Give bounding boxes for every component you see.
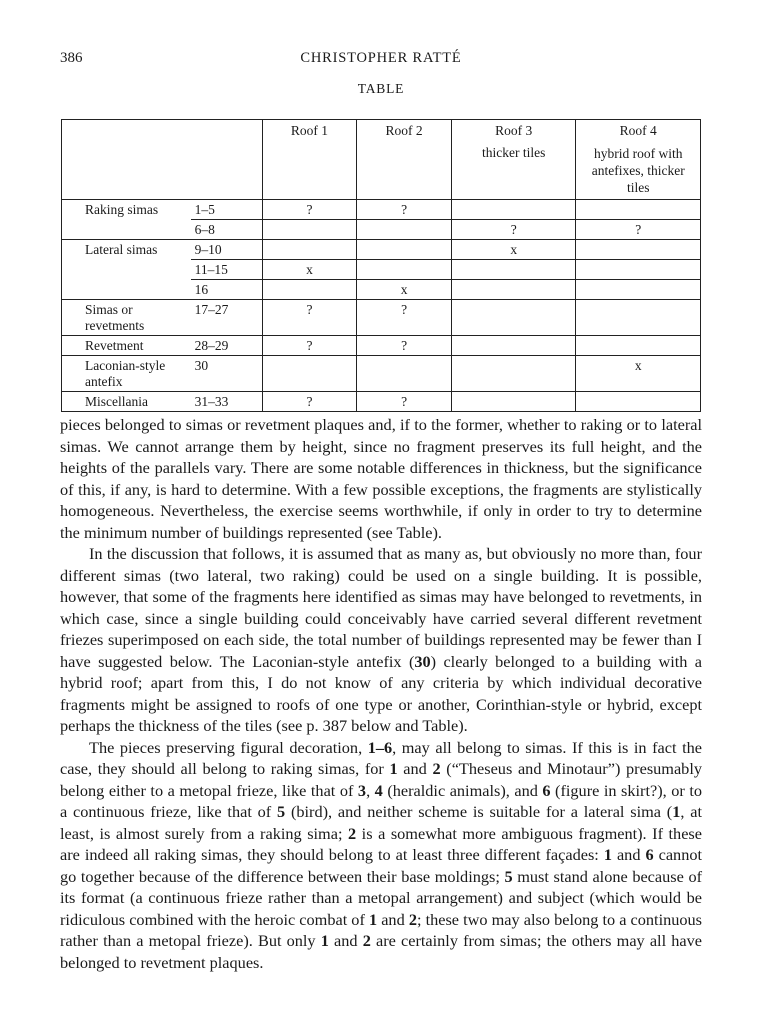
catalogue-ref: 1 (672, 802, 681, 821)
header-blank-num (191, 120, 263, 200)
roof-1-label: Roof 1 (290, 123, 329, 138)
roof-4-label: Roof 4 (619, 123, 657, 138)
catalogue-ref: 1–6 (367, 737, 393, 757)
roof-3-cell (451, 356, 576, 392)
catalogue-ref: 2 (408, 909, 417, 929)
catalogue-numbers: 9–10 (191, 240, 263, 260)
paragraph-1: pieces belonged to simas or revetment plaques and, if to the former, whether to raking or to lateral simas. We cannot arrange them by height, since no fragment preserves its full height, and the heights of the parallels vary. There are some notable differences in thickness, but the significance of this, if any, is hard to determine. With a few possible exceptions, the fragments are stylistically homogeneous. Nevertheless, the exercise seems worthwhile, if only in order to try to determine the minimum number of buildings represented (see Table). (60, 415, 702, 542)
catalogue-ref: 3 (357, 780, 367, 800)
catalogue-numbers: 1–5 (191, 200, 263, 220)
table-row (62, 356, 701, 392)
paragraph-2-part-a: In the discussion that follows, it is assumed that as many as, but obviously no more than, four different simas (two lateral, two raking) could be used on a single building. It is possible, however, that some of the fragments here identified as simas may have belonged to revetments, in which case, since a single building could conceivably have carried several different revetment friezes superimposed on each side, the total number of buildings represented may be fewer than I have suggested below. The Laconian-style antefix ( (60, 544, 702, 671)
roof-1-cell (262, 280, 357, 300)
roof-2-cell: ? (357, 392, 452, 412)
text-run: ; these two may also belong to a continuous rather than a metopal frieze). But only (60, 909, 703, 950)
roof-3-cell (451, 280, 576, 300)
catalogue-ref: 1 (320, 931, 329, 950)
table-row (62, 200, 701, 220)
roof-2-cell (357, 240, 452, 260)
header-roof-3 (451, 120, 576, 200)
group-label: Raking simas (62, 200, 191, 240)
roof-1-cell (262, 220, 357, 240)
roof-1-cell (262, 356, 357, 392)
roof-3-sub: thicker tiles (482, 145, 546, 160)
paragraph-2 (60, 543, 702, 737)
table-row (62, 240, 701, 260)
text-run: must stand alone because of its format (a continuous frieze rather than a metopal arrangement) and subject (which would be ridiculous combined with the heroic combat of (60, 866, 703, 929)
catalogue-ref: 1 (389, 759, 398, 778)
paragraph-2-part-c: ) clearly belonged to a building with a hybrid roof; apart from this, I do not know of any criteria by which individual decorative fragments might be assigned to roofs of one type or another, Corinthian-style or hybrid, except perhaps the thickness of the tiles (see p. 387 below and Table). (60, 651, 702, 735)
group-label: Lateral simas (62, 240, 191, 300)
roof-4-cell (576, 336, 701, 356)
roof-2-cell (357, 260, 452, 280)
roof-4-cell (576, 260, 701, 280)
roof-4-cell (576, 392, 701, 412)
text-run: are certainly from simas; the others may all have belonged to revetment plaques. (60, 931, 702, 972)
roof-3-cell: x (451, 240, 576, 260)
catalogue-numbers: 6–8 (191, 220, 263, 240)
roof-2-label: Roof 2 (385, 123, 423, 138)
text-run: is a somewhat more ambiguous fragment). If these are indeed all raking simas, they should belong to at least three different façades: (60, 823, 702, 864)
roof-1-cell (262, 240, 357, 260)
roof-3-cell (451, 300, 576, 336)
roof-4-cell (576, 240, 701, 260)
roof-3-cell (451, 336, 576, 356)
text-run: (figure in skirt?), or to a continuous frieze, like that of (60, 780, 702, 821)
roof-4-cell: ? (576, 220, 701, 240)
text-run: and (611, 845, 646, 864)
table-title: TABLE (357, 81, 405, 96)
catalogue-ref: 6 (542, 780, 551, 800)
roof-1-cell: ? (262, 392, 357, 412)
body-text (60, 414, 702, 973)
catalogue-numbers: 17–27 (191, 300, 263, 336)
table-row (62, 336, 701, 356)
page-number: 386 (60, 50, 83, 66)
roof-1-cell: ? (262, 336, 357, 356)
catalogue-ref: 2 (348, 823, 357, 843)
catalogue-ref: 5 (277, 802, 286, 821)
group-label: Simas or revetments (62, 300, 191, 336)
header-roof-2 (357, 120, 452, 200)
table-header-row (62, 120, 701, 200)
text-run: , (366, 780, 375, 800)
catalogue-numbers: 31–33 (191, 392, 263, 412)
roof-2-cell: x (357, 280, 452, 300)
roof-2-cell: ? (357, 336, 452, 356)
catalogue-ref: 2 (362, 931, 371, 950)
roof-3-cell (451, 200, 576, 220)
header-roof-1 (262, 120, 357, 200)
roof-2-cell (357, 356, 452, 392)
text-run: The pieces preserving figural decoration, (89, 737, 368, 757)
paragraph-3 (60, 737, 702, 974)
text-run: and (397, 759, 433, 778)
group-label: Laconian-style antefix (62, 356, 191, 392)
catalogue-ref: 1 (368, 909, 378, 929)
catalogue-ref: 5 (504, 866, 513, 886)
catalogue-ref: 6 (645, 845, 654, 864)
text-run: and (377, 909, 409, 929)
text-run: , may all belong to simas. If this is in fact the case, they should all belong to raking simas, for (60, 737, 702, 778)
paragraph-2-ref-30: 30 (414, 651, 431, 671)
running-head: CHRISTOPHER RATTÉ (300, 50, 462, 66)
roof-4-cell (576, 280, 701, 300)
catalogue-ref: 2 (432, 759, 441, 778)
header-blank-label (62, 120, 191, 200)
roof-2-cell: ? (357, 300, 452, 336)
roof-3-cell: ? (451, 220, 576, 240)
roof-3-label: Roof 3 (495, 123, 533, 138)
roof-4-cell (576, 200, 701, 220)
group-label: Revetment (62, 336, 191, 356)
text-run: cannot go together because of the difference between their base moldings; (60, 845, 702, 886)
header-roof-4 (576, 120, 701, 200)
catalogue-ref: 1 (603, 845, 612, 864)
catalogue-numbers: 11–15 (191, 260, 263, 280)
table-body (62, 200, 701, 412)
roof-2-cell (357, 220, 452, 240)
roof-3-cell (451, 260, 576, 280)
group-label: Miscellania (62, 392, 191, 412)
roof-1-cell: ? (262, 300, 357, 336)
text-run: and (328, 931, 363, 950)
text-run: (bird), and neither scheme is suitable for a lateral sima ( (285, 802, 673, 821)
roof-4-cell (576, 300, 701, 336)
catalogue-numbers: 16 (191, 280, 263, 300)
table-row (62, 300, 701, 336)
catalogue-ref: 4 (374, 780, 383, 800)
roof-4-cell: x (576, 356, 701, 392)
roof-assignment-table (61, 119, 701, 412)
text-run: (heraldic animals), and (382, 780, 543, 800)
catalogue-numbers: 30 (191, 356, 263, 392)
roof-1-cell: x (262, 260, 357, 280)
roof-3-cell (451, 392, 576, 412)
text-run: , at least, is almost surely from a raking sima; (60, 802, 702, 843)
catalogue-numbers: 28–29 (191, 336, 263, 356)
text-run: (“Theseus and Minotaur”) presumably belong either to a metopal frieze, like that of (60, 759, 702, 800)
roof-4-sub: hybrid roof with antefixes, thicker tiles (591, 146, 685, 195)
roof-2-cell: ? (357, 200, 452, 220)
roof-1-cell: ? (262, 200, 357, 220)
table-row (62, 392, 701, 412)
